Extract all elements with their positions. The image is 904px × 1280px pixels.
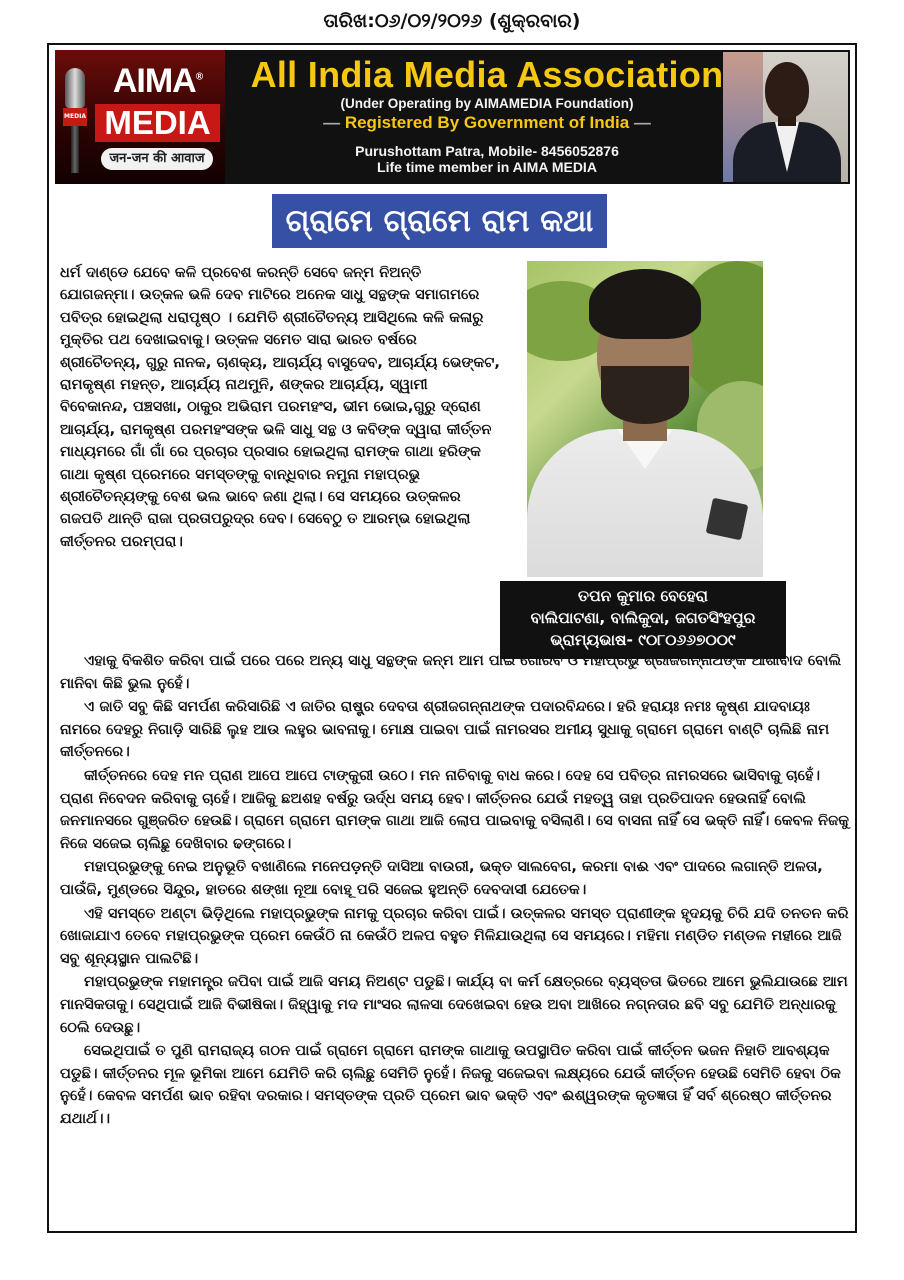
paragraph: ଏ ଜାତି ସବୁ କିଛି ସମର୍ପଣ କରିସାରିଛି ଏ ଜାତିର ରାଷ୍ଟ୍ର ଦେବତା ଶ୍ରୀଜଗନ୍ନାଥଙ୍କ ପଦାରବିନ୍ଦରେ। ହରି ହରାୟଃ ନମଃ କୃଷ୍ଣ ଯାଦବାୟଃ ନାମରେ ଦେହରୁ ନିଗାଡ଼ି ସାରିଛି ଲୁହ ଆଉ ଲହୁର ଭାବନାକୁ। ମୋକ୍ଷ ପାଇବା ପାଇଁ ନାମରସର ଅମୀୟ ସୁଧାକୁ ଗ୍ରାମେ ଗ୍ରାମେ ବାଣ୍ଟି ଚାଲିଛି ନାମ କୀର୍ତ୍ତନରେ। xyxy=(60,698,830,761)
paragraph: ଏହାକୁ ବିକଶିତ କରିବା ପାଇଁ ପରେ ପରେ ଅନ୍ୟ ସାଧୁ ସନ୍ଥଙ୍କ ଜନ୍ମ ଆମ ପାଇଁ ଗୌରବ ଓ ମହାପ୍ରଭୁ ଶ୍ରୀଜଗନ୍ନାଥଙ୍କ ଆର୍ଶୀବାଦ ବୋଲି ମାନିବା କିଛି ଭୁଲ ନୁହେଁ। xyxy=(60,652,842,692)
paragraph: କୀର୍ତ୍ତନରେ ଦେହ ମନ ପ୍ରାଣ ଆପେ ଆପେ ଟାଙ୍କୁରୀ ଉଠେ। ମନ ନାଚିବାକୁ ବାଧ କରେ। ଦେହ ସେ ପବିତ୍ର ନାମରସରେ ଭାସିବାକୁ ଚାହେଁ। ପ୍ରାଣ ନିବେଦନ କରିବାକୁ ଚାହେଁ। ଆଜିକୁ ଛଅଶହ ବର୍ଷରୁ ଊର୍ଦ୍ଧ ସମୟ ହେବ। କୀର୍ତ୍ତନର ଯେଉଁ ମହତ୍ୱ ତାହା ପ୍ରତିପାଦନ ହେଉନାହିଁ ବୋଲି ଜନମାନସରେ ଗୁଞ୍ଜରିତ ହେଉଛି। ଗ୍ରାମେ ଗ୍ରାମେ ରାମଙ୍କ ଗାଥା ଆଜି ଲୋପ ପାଇବାକୁ ବସିଲାଣି। ସେ ବାସନା ନାହିଁ ସେ ଭକ୍ତି ନାହିଁ। କେବଳ ନିଜକୁ ନିଜେ ସଜେଇ ଚାଲିଛୁ ଦେଖିବାର ଢଙ୍ଗରେ। xyxy=(60,766,849,852)
intro-paragraph: ଧର୍ମ ଦାଣ୍ଡେ ଯେବେ କଳି ପ୍ରବେଶ କରନ୍ତି ସେବେ ଜନ୍ମ ନିଅନ୍ତି ଯୋଗଜନ୍ମା। ଉତ୍କଳ ଭଳି ଦେବ ମାଟିରେ ଅନେକ ସାଧୁ ସନ୍ଥଙ୍କ ସମାଗମରେ ପବିତ୍ର ହୋଇଥିଲା ଧରାପୃଷ୍ଠ । ଯେମିତି ଶ୍ରୀଚୈତନ୍ୟ ଆସିଥିଲେ କଳି କଳାରୁ ମୁକ୍ତିର ପଥ ଦେଖାଇବାକୁ। ଉତ୍କଳ ସମେତ ସାରା ଭାରତ ବର୍ଷରେ ଶ୍ରୀଚୈତନ୍ୟ, ଗୁରୁ ନାନକ, ଚାଣକ୍ୟ, ଆଚାର୍ଯ୍ୟ ବାସୁଦେବ, ଆଚାର୍ଯ୍ୟ ଭେଙ୍କଟ, ରାମକୃଷ୍ଣ ମହନ୍ତ, ଆଚାର୍ଯ୍ୟ ନାଥମୁନି, ଶଙ୍କର ଆଚାର୍ଯ୍ୟ, ସ୍ୱାମୀ ବିବେକାନନ୍ଦ, ପଞ୍ଚସଖା, ଠାକୁର ଅଭିରାମ ପରମହଂସ, ଭୀମ ଭୋଇ,ଗୁରୁ ଦ୍ରୋଣ ଆଚାର୍ଯ୍ୟ, ରାମକୃଷ୍ଣ ପରମହଂସଙ୍କ ଭଳି ସାଧୁ ସନ୍ଥ ଓ କବିଙ୍କ ଦ୍ୱାରା କୀର୍ତ୍ତନ ମାଧ୍ୟମରେ ଗାଁ ଗାଁ ରେ ପ୍ରଚାର ପ୍ରସାର ହୋଇଥିଲା ରାମଙ୍କ ଗାଥା ହରିଙ୍କ ଗାଥା କୃଷ୍ଣ ପ୍ରେମରେ ସମସ୍ତଙ୍କୁ ବାନ୍ଧିବାର ନମୁନା ମହାପ୍ରଭୁ ଶ୍ରୀଚୈତନ୍ୟଙ୍କୁ ବେଶ ଭଲ ଭାବେ ଜଣା ଥିଲା। ସେ ସମୟରେ ଉତ୍କଳର ଗଜପତି ଥାନ୍ତି ରାଜା ପ୍ରତାପରୁଦ୍ର ଦେବ। ସେବେଠୁ ତ ଆରମ୍ଭ ହୋଇଥିଲା କୀର୍ତ୍ତନର ପରମ୍ପରା। xyxy=(60,264,500,550)
member-photo xyxy=(723,52,848,182)
author-photo xyxy=(527,261,763,577)
paragraph: ସେଇଥିପାଇଁ ତ ପୁଣି ରାମରାଜ୍ୟ ଗଠନ ପାଇଁ ଗ୍ରାମେ ଗ୍ରାମେ ରାମଙ୍କ ଗାଥାକୁ ଉପସ୍ଥାପିତ କରିବା ପାଇଁ କୀର୍ତ୍ତନ ଭଜନ ନିହାତି ଆବଶ୍ୟକ ପଡୁଛି। କୀର୍ତ୍ତନର ମୂଳ ଭୂମିକା ଆମେ ଯେମିତି କରି ଚାଲିଛୁ ସେମିତି ନୁହେଁ। ନିଜକୁ ସଜେଇବା ଲକ୍ଷ୍ୟରେ ଯେଉଁ କୀର୍ତ୍ତନ ହେଉଛି ସେମିତି ହେବା ଠିକ ନୁହେଁ। କେବଳ ସମର୍ପଣ ଭାବ ରହିବା ଦରକାର। ସମସ୍ତଙ୍କ ପ୍ରତି ପ୍ରେମ ଭାବ ଭକ୍ତି ଏବଂ ଈଶ୍ୱରଙ୍କ କୃତଜ୍ଞତା ହିଁ ସର୍ବ ଶ୍ରେଷ୍ଠ କୀର୍ତ୍ତନର ଯଥାର୍ଥ।। xyxy=(60,1042,841,1127)
paragraph: ମହାପ୍ରଭୁଙ୍କ ମହାମନ୍ତ୍ର ଜପିବା ପାଇଁ ଆଜି ସମୟ ନିଅଣ୍ଟ ପଡୁଛି। କାର୍ଯ୍ୟ ବା କର୍ମ କ୍ଷେତ୍ରରେ ବ୍ୟସ୍ତତା ଭିତରେ ଆମେ ଭୁଲିଯାଉଛେ ଆମ ମାନସିକତାକୁ। ସେଥିପାଇଁ ଆଜି ବିଭୀଷିକା। ଜିହ୍ୱାକୁ ମଦ ମାଂସର ଲାଳସା ଦେଖେଇବା ହେଉ ଅବା ଆଖିରେ ନଗ୍ନତାର ଛବି ସବୁ ଯେମିତି ଅନ୍ଧାରକୁ ଠେଲି ଦେଉଛୁ। xyxy=(60,973,848,1036)
logo-tagline: जन-जन की आवाज xyxy=(101,148,213,170)
intro-column xyxy=(60,262,500,553)
banner-membership: Life time member in AIMA MEDIA xyxy=(377,159,597,175)
date-line: ତାରିଖ:୦୬/୦୨/୨୦୨୬ (ଶୁକ୍ରବାର) xyxy=(323,10,581,32)
paragraph: ଏହି ସମସ୍ତେ ଅଣ୍ଟା ଭିଡ଼ିଥିଲେ ମହାପ୍ରଭୁଙ୍କ ନାମକୁ ପ୍ରଚାର କରିବା ପାଇଁ। ଉତ୍କଳର ସମସ୍ତ ପ୍ରାଣୀଙ୍କ ହୃଦୟକୁ ଚିରି ଯଦି ତନତନ କରି ଖୋଜାଯାଏ ତେବେ ମହାପ୍ରଭୁଙ୍କ ପ୍ରେମ କେଉଁଠି ନା କେଉଁଠି ଅଳପ ବହୁତ ମିଳିଯାଉଥିଲା ସେ ସମୟରେ। ମହିମା ମଣ୍ଡିତ ମଣ୍ଡଳ ମହୀରେ ଆଜି ସବୁ ଶୂନ୍ୟସ୍ଥାନ ପାଲଟିଛି। xyxy=(60,904,849,967)
banner-contact: Purushottam Patra, Mobile- 8456052876 xyxy=(355,143,619,159)
author-phone: ଭ୍ରାମ୍ୟଭାଷ- ୯୦୮୦୬୬୭୦୦୯ xyxy=(550,631,736,649)
microphone-icon xyxy=(65,68,85,173)
banner-title: All India Media Association xyxy=(250,54,724,95)
author-address: ବାଲିପାଟଣା, ବାଲିକୁଦା, ଜଗତସିଂହପୁର xyxy=(530,609,756,627)
banner-registered: — Registered By Government of India — xyxy=(323,113,651,132)
article-body xyxy=(60,650,850,1131)
header-banner xyxy=(55,50,850,184)
banner-subtitle: (Under Operating by AIMAMEDIA Foundation) xyxy=(340,96,634,111)
article-headline: ଗ୍ରାମେ ଗ୍ରାମେ ରାମ କଥା xyxy=(272,194,607,248)
aima-media-logo xyxy=(55,50,225,184)
mic-label: MEDIA xyxy=(63,108,87,126)
author-name: ତପନ କୁମାର ବେହେରା xyxy=(578,587,708,605)
logo-aima-text: AIMA® xyxy=(112,62,203,100)
paragraph: ମହାପ୍ରଭୁଙ୍କୁ ନେଇ ଅନୁଭୂତି ବଖାଣିଲେ ମନେପଡ଼ନ୍ତି ଦାସିଆ ବାଉରୀ, ଭକ୍ତ ସାଲବେଗ, କରମା ବାଈ ଏବଂ ପାଦରେ ଲଗାନ୍ତି ଅଳତା, ପାଉଁଜି, ମୁଣ୍ଡରେ ସିନ୍ଦୁର, ହାତରେ ଶଙ୍ଖା ନୂଆ ବୋହୂ ପରି ସଜେଇ ହୁଅନ୍ତି ଦେବଦାସୀ ଯେତେକ। xyxy=(60,858,823,898)
registered-mark: ® xyxy=(195,71,203,83)
logo-media-text: MEDIA xyxy=(95,104,220,142)
author-caption xyxy=(500,581,786,659)
banner-text xyxy=(227,50,747,184)
